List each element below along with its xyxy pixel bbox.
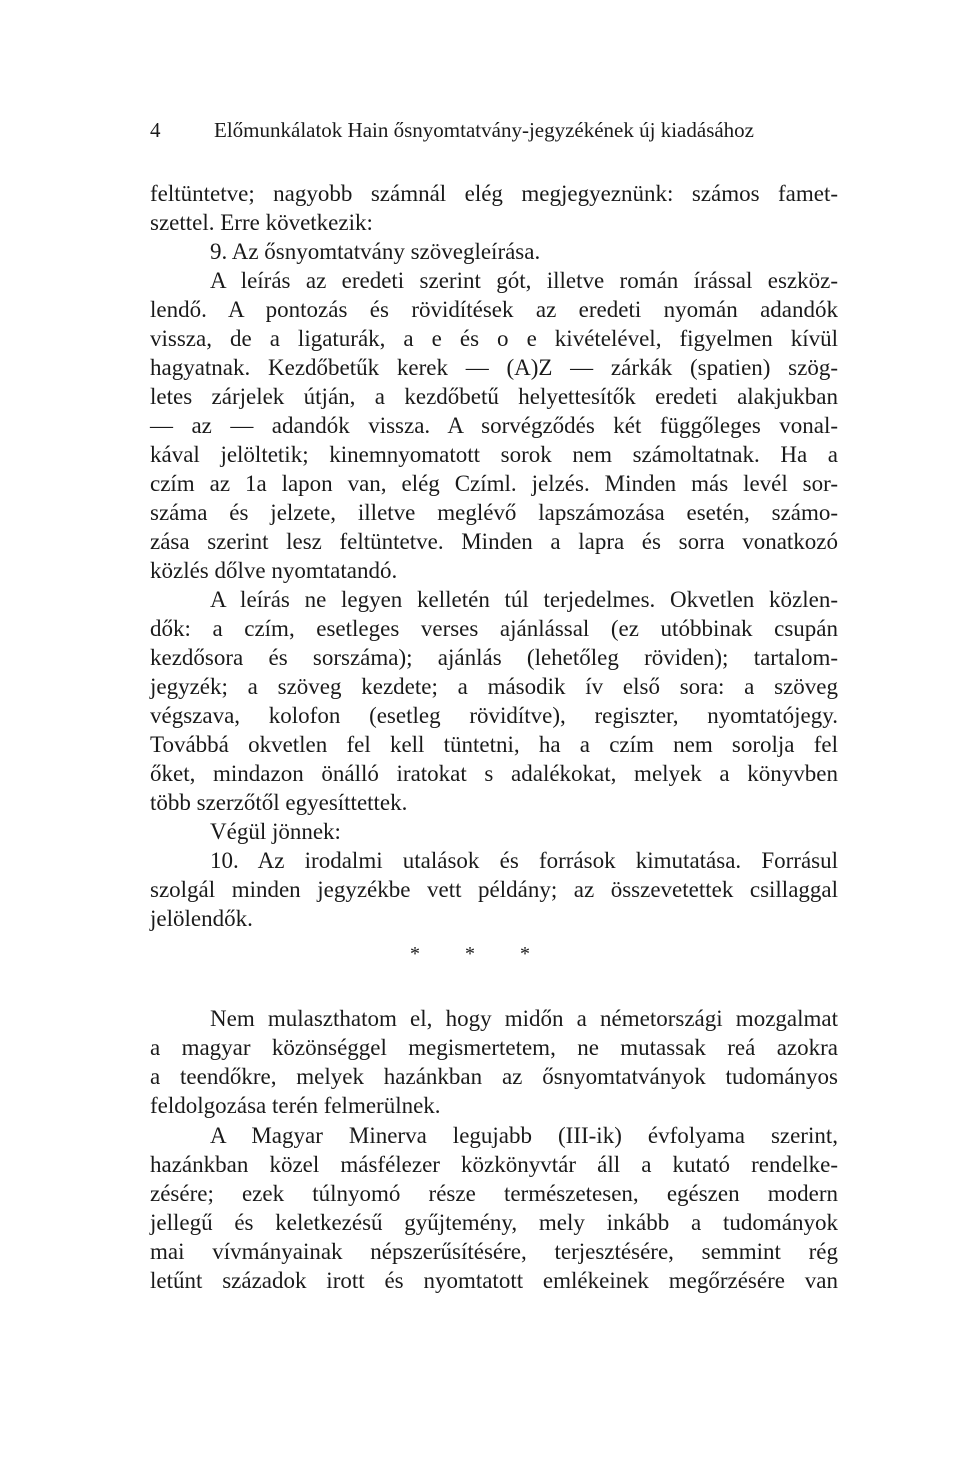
text-line: jegyzék; a szöveg kezdete; a második ív első sora: a szöveg xyxy=(150,674,838,699)
text-line: szettel. Erre következik: xyxy=(150,210,373,235)
text-line: Végül jönnek: xyxy=(210,819,341,844)
running-title: Előmunkálatok Hain ősnyomtatvány-jegyzékének új kiadásához xyxy=(214,118,755,142)
text-line: a magyar közönséggel megismertetem, ne mutassak reá azokra xyxy=(150,1035,838,1060)
text-line: kával jelöltetik; kinemnyomatott sorok nem számoltatnak. Ha a xyxy=(150,442,838,467)
text-line: zása szerint lesz feltüntetve. Minden a lapra és sorra vonatkozó xyxy=(150,529,838,554)
text-line: letes zárjelek útján, a kezdőbetű helyettesítők eredeti alakjukban xyxy=(150,384,838,409)
text-line: közlés dőlve nyomtatandó. xyxy=(150,558,398,583)
text-line: feldolgozása terén felmerülnek. xyxy=(150,1093,441,1118)
text-line: A Magyar Minerva legujabb (III-ik) évfolyama szerint, xyxy=(210,1123,838,1148)
section-heading-10: 10. Az irodalmi utalások és források kimutatása. Forrásul xyxy=(210,848,838,873)
text-line: kezdősora és sorszáma); ajánlás (lehetőleg röviden); tartalom- xyxy=(150,645,838,670)
section-separator: * * * xyxy=(410,943,550,965)
text-line: jellegű és keletkezésű gyűjtemény, mely inkább a tudományok xyxy=(150,1210,838,1235)
text-line: letűnt századok irott és nyomtatott emlékeinek megőrzésére van xyxy=(150,1268,838,1293)
text-line: dők: a czím, esetleges verses ajánlással (ez utóbbinak csupán xyxy=(150,616,838,641)
running-header xyxy=(150,116,840,144)
text-line: lendő. A pontozás és rövidítések az eredeti nyomán adandók xyxy=(150,297,838,322)
text-line: végszava, kolofon (esetleg rövidítve), regiszter, nyomtatójegy. xyxy=(150,703,838,728)
text-line: feltüntetve; nagyobb számnál elég megjegyeznünk: számos famet- xyxy=(150,181,838,206)
text-line: őket, mindazon önálló iratokat s adalékokat, melyek a könyvben xyxy=(150,761,838,786)
text-line: hazánkban közel másfélezer közkönyvtár áll a kutató rendelke- xyxy=(150,1152,838,1177)
page-number: 4 xyxy=(150,118,161,142)
section-heading-9: 9. Az ősnyomtatvány szövegleírása. xyxy=(210,239,541,264)
text-line: mai vívmányainak népszerűsítésére, terjesztésére, semmint rég xyxy=(150,1239,838,1264)
text-line: szolgál minden jegyzékbe vett példány; az összevetettek csillaggal xyxy=(150,877,838,902)
text-line: A leírás ne legyen kelletén túl terjedelmes. Okvetlen közlen- xyxy=(210,587,838,612)
text-line: czím az 1a lapon van, elég Czíml. jelzés. Minden más levél sor- xyxy=(150,471,838,496)
text-line: — az — adandók vissza. A sorvégződés két függőleges vonal- xyxy=(150,413,838,438)
text-line: jelölendők. xyxy=(150,906,253,931)
text-line: száma és jelzete, illetve meglévő lapszámozása esetén, számo- xyxy=(150,500,838,525)
text-line: a teendőkre, melyek hazánkban az ősnyomtatványok tudományos xyxy=(150,1064,838,1089)
text-line: hagyatnak. Kezdőbetűk kerek — (A)Z — zárkák (spatien) szög- xyxy=(150,355,838,380)
text-line: több szerzőtől egyesíttettek. xyxy=(150,790,408,815)
text-line: Nem mulaszthatom el, hogy midőn a németországi mozgalmat xyxy=(210,1006,838,1031)
text-line: zésére; ezek túlnyomó része természetesen, egészen modern xyxy=(150,1181,838,1206)
text-line: A leírás az eredeti szerint gót, illetve román írással eszköz- xyxy=(210,268,838,293)
text-line: vissza, de a ligaturák, a e és o e kivételével, figyelmen kívül xyxy=(150,326,838,351)
text-line: Továbbá okvetlen fel kell tüntetni, ha a czím nem sorolja fel xyxy=(150,732,838,757)
